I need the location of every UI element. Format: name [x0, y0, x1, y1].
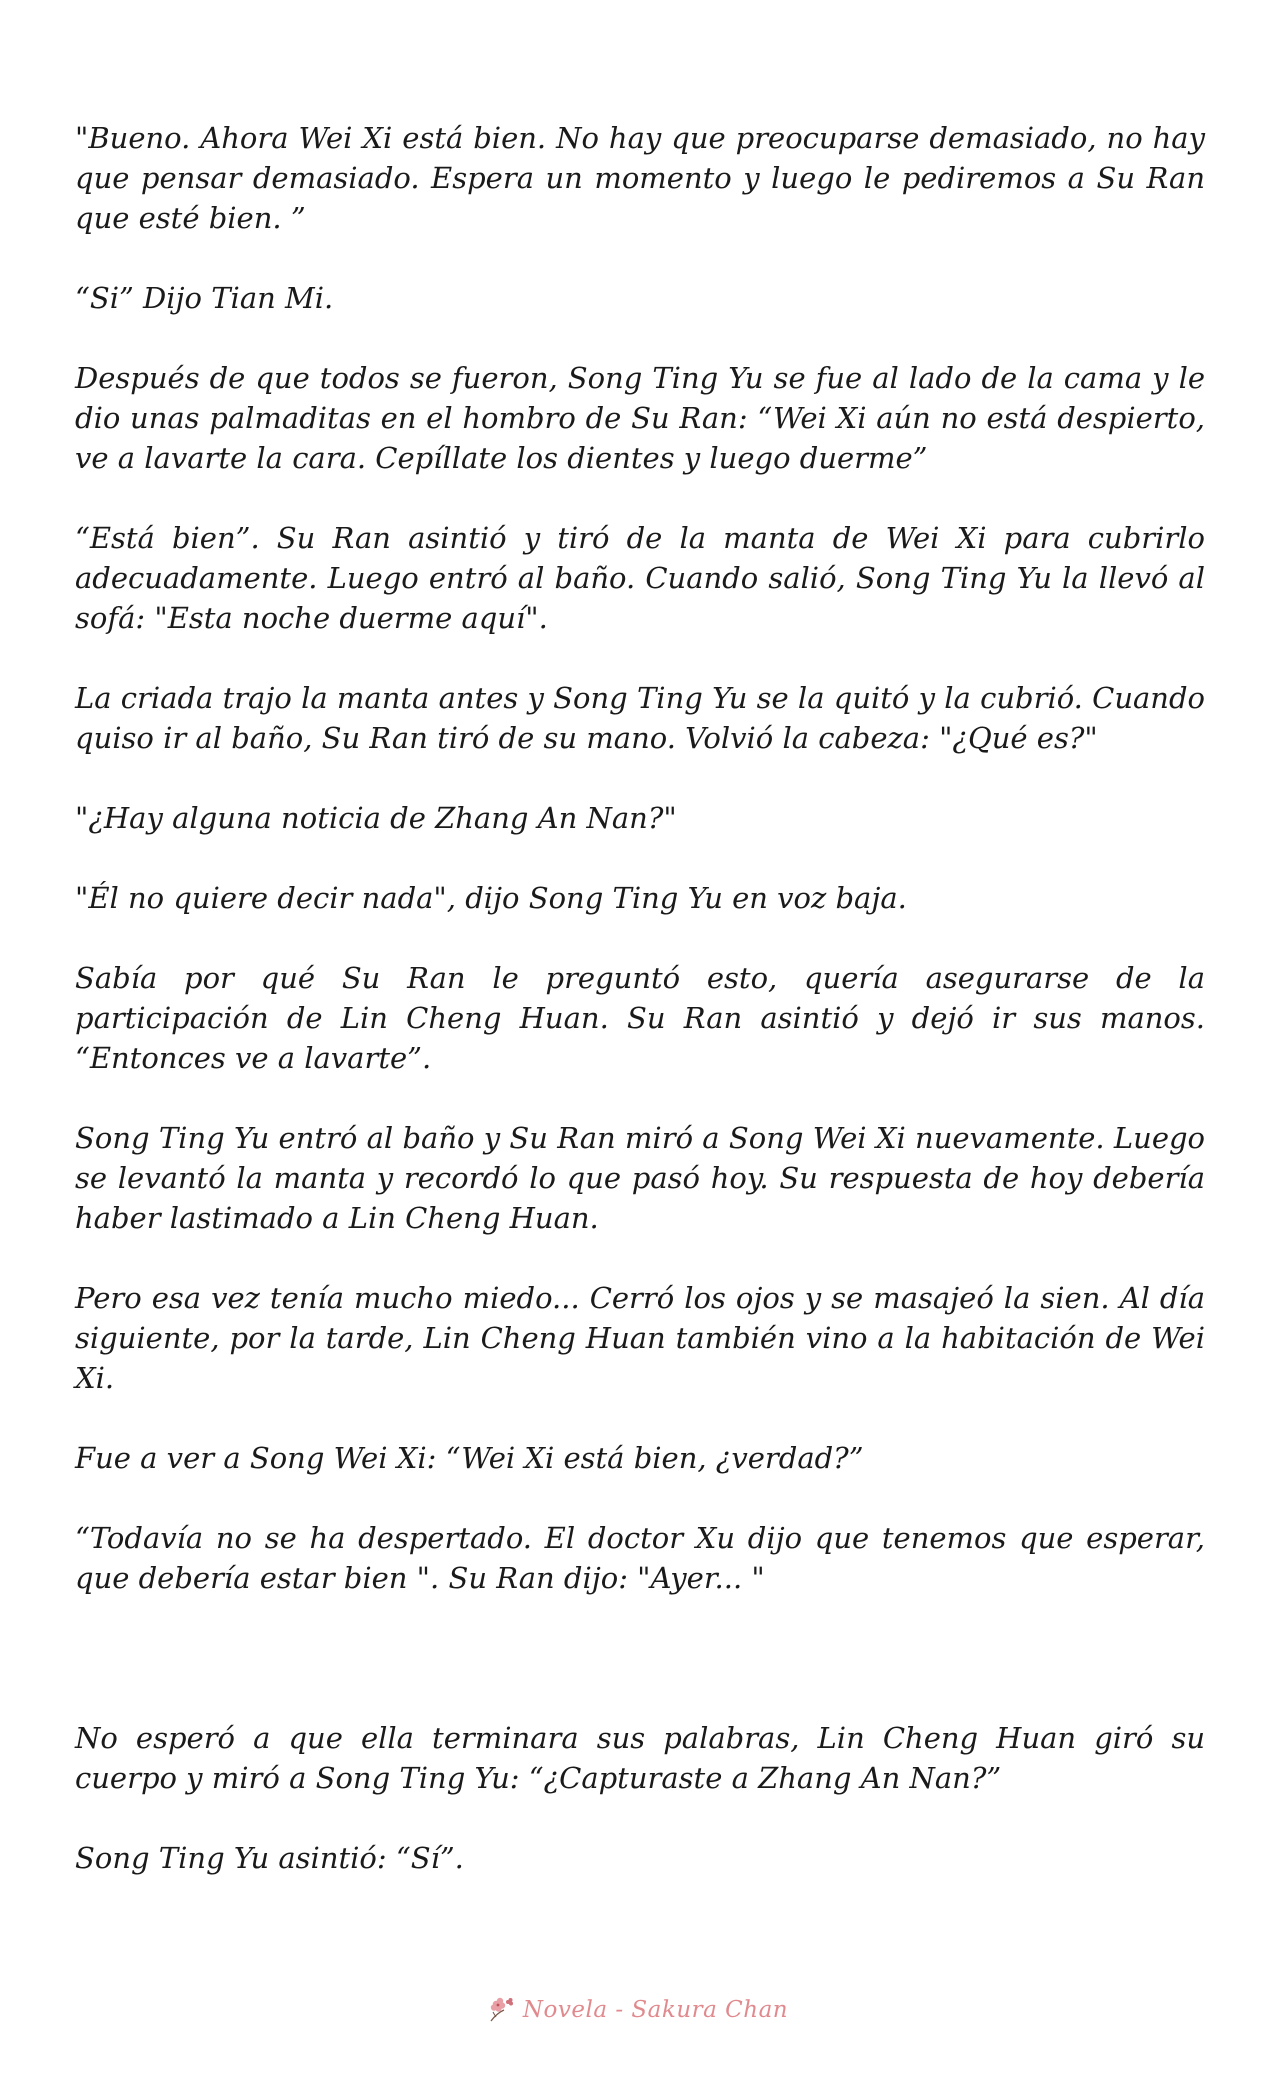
sakura-flower-icon: [487, 1995, 517, 2025]
paragraph: Song Ting Yu entró al baño y Su Ran miró a Song Wei Xi nuevamente. Luego se levantó la manta y recordó lo que pasó hoy. Su respuesta de hoy debería haber lastimado a Lin Cheng Huan.: [75, 1121, 1205, 1235]
paragraph: "¿Hay alguna noticia de Zhang An Nan?": [75, 801, 677, 835]
paragraph: "Bueno. Ahora Wei Xi está bien. No hay que preocuparse demasiado, no hay que pensar demasiado. Espera un momento y luego le pediremos a Su Ran que esté bien. ”: [75, 121, 1205, 235]
paragraph: “Todavía no se ha despertado. El doctor Xu dijo que tenemos que esperar, que debería estar bien ". Su Ran dijo: "Ayer... ": [75, 1521, 1205, 1595]
paragraph: La criada trajo la manta antes y Song Ting Yu se la quitó y la cubrió. Cuando quiso ir al baño, Su Ran tiró de su mano. Volvió la cabeza: "¿Qué es?": [75, 681, 1205, 755]
footer-text: Novela - Sakura Chan: [522, 1997, 789, 2023]
paragraph: "Él no quiere decir nada", dijo Song Ting Yu en voz baja.: [75, 881, 907, 915]
document-body: [75, 118, 1205, 1918]
paragraph: “Está bien”. Su Ran asintió y tiró de la manta de Wei Xi para cubrirlo adecuadamente. Luego entró al baño. Cuando salió, Song Ting Yu la llevó al sofá: "Esta noche duerme aquí".: [75, 521, 1205, 635]
paragraph: No esperó a que ella terminara sus palabras, Lin Cheng Huan giró su cuerpo y miró a Song Ting Yu: “¿Capturaste a Zhang An Nan?”: [75, 1721, 1205, 1795]
paragraph: Song Ting Yu asintió: “Sí”.: [75, 1841, 464, 1875]
paragraph: Fue a ver a Song Wei Xi: “Wei Xi está bien, ¿verdad?”: [75, 1441, 864, 1475]
paragraph: Sabía por qué Su Ran le preguntó esto, quería asegurarse de la participación de Lin Cheng Huan. Su Ran asintió y dejó ir sus manos. “Entonces ve a lavarte”.: [75, 961, 1205, 1075]
paragraph: Pero esa vez tenía mucho miedo... Cerró los ojos y se masajeó la sien. Al día siguiente, por la tarde, Lin Cheng Huan también vino a la habitación de Wei Xi.: [75, 1281, 1205, 1395]
footer-watermark: [0, 1995, 1275, 2025]
paragraph: Después de que todos se fueron, Song Ting Yu se fue al lado de la cama y le dio unas palmaditas en el hombro de Su Ran: “Wei Xi aún no está despierto, ve a lavarte la cara. Cepíllate los dientes y luego duerme”: [75, 361, 1205, 475]
paragraph: “Si” Dijo Tian Mi.: [75, 281, 334, 315]
